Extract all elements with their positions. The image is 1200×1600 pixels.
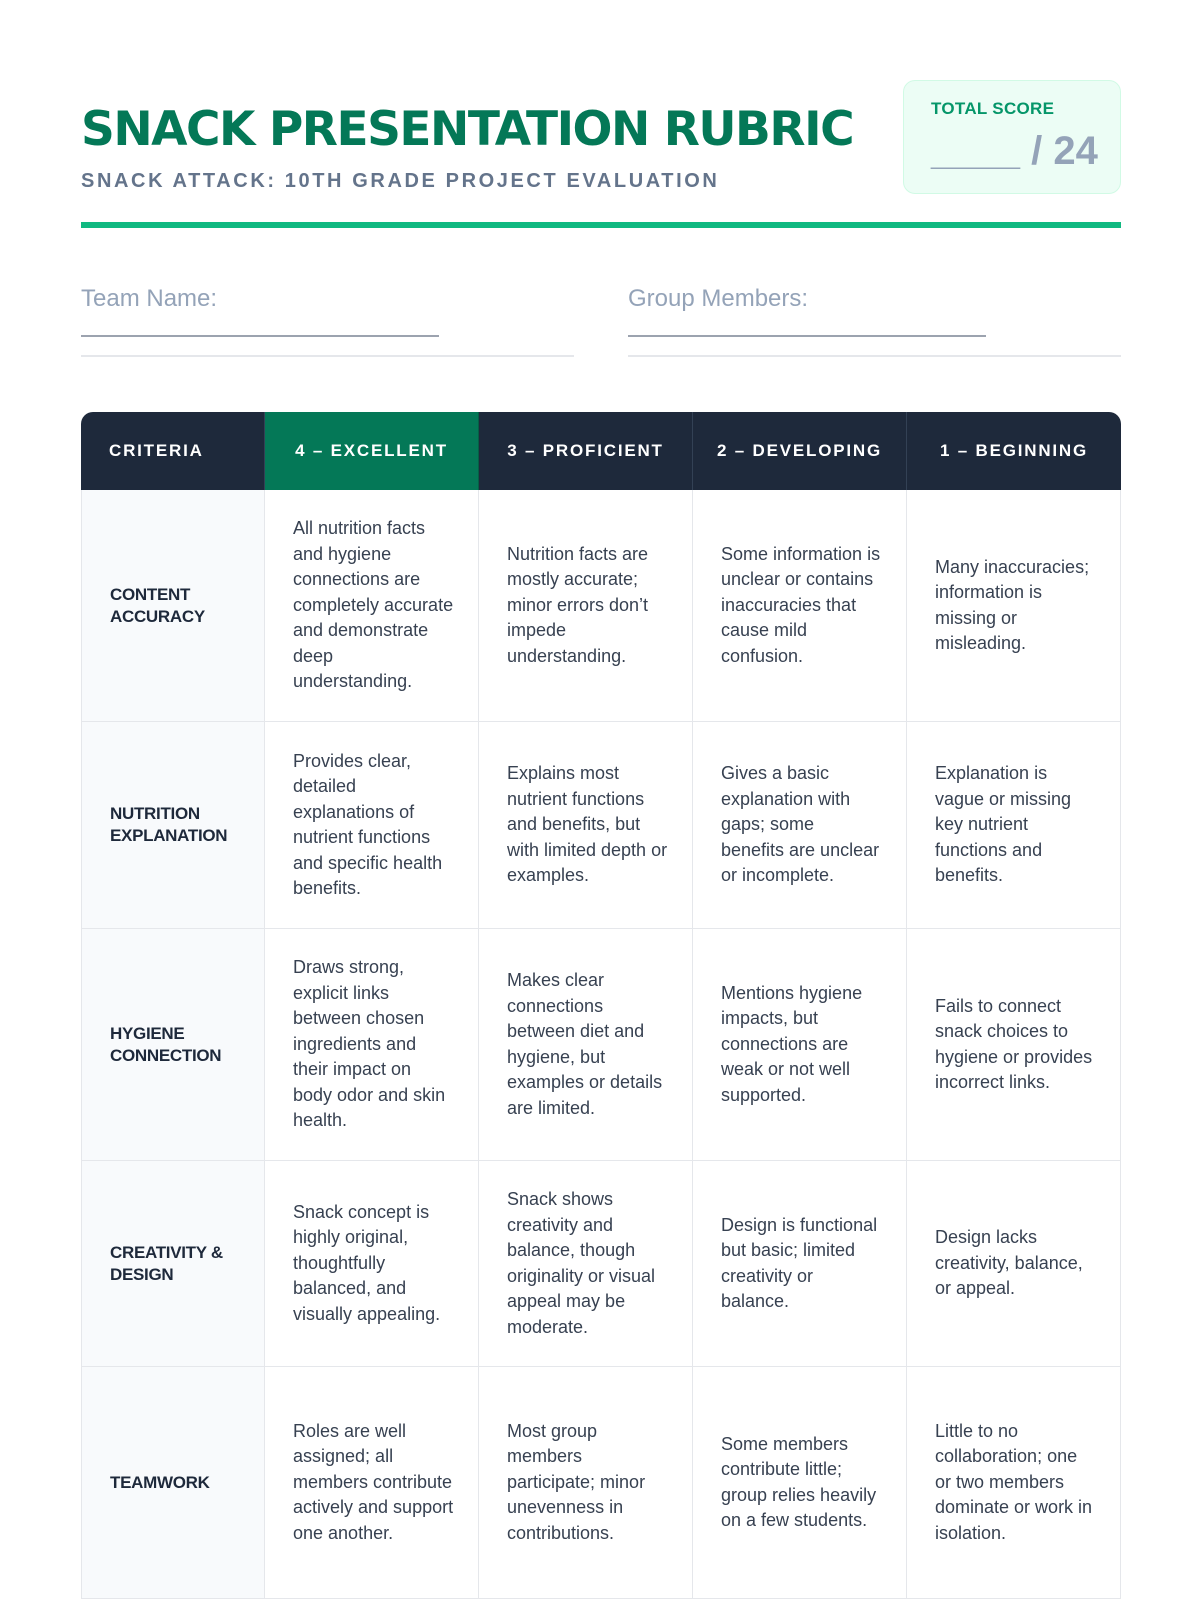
header-developing: 2 – DEVELOPING: [693, 412, 907, 490]
criteria-cell: NUTRITION EXPLANATION: [81, 722, 265, 928]
rubric-cell: Explanation is vague or missing key nutrient functions and benefits.: [907, 722, 1121, 928]
rubric-cell: Some members contribute little; group relies heavily on a few students.: [693, 1367, 907, 1598]
group-members-label: Group Members:: [628, 285, 809, 312]
total-score-box: [903, 80, 1121, 194]
table-row: [81, 929, 1121, 1161]
header-divider: [81, 222, 1121, 228]
page-title: SNACK PRESENTATION RUBRIC: [81, 102, 854, 157]
rubric-cell: Snack shows creativity and balance, though originality or visual appeal may be moderate.: [479, 1161, 693, 1366]
criteria-cell: HYGIENE CONNECTION: [81, 929, 265, 1160]
rubric-cell: Design lacks creativity, balance, or appeal.: [907, 1161, 1121, 1366]
group-members-blank[interactable]: [628, 335, 986, 337]
table-header-row: [81, 412, 1121, 490]
table-row: [81, 1367, 1121, 1599]
header-criteria: CRITERIA: [81, 412, 265, 490]
rubric-cell: Makes clear connections between diet and hygiene, but examples or details are limited.: [479, 929, 693, 1160]
rubric-cell: Draws strong, explicit links between chosen ingredients and their impact on body odor and skin health.: [265, 929, 479, 1160]
rubric-cell: Roles are well assigned; all members contribute actively and support one another.: [265, 1367, 479, 1598]
criteria-cell: CREATIVITY & DESIGN: [81, 1161, 265, 1366]
header-beginning: 1 – BEGINNING: [907, 412, 1121, 490]
rubric-cell: Design is functional but basic; limited creativity or balance.: [693, 1161, 907, 1366]
table-row: [81, 722, 1121, 929]
total-score-value[interactable]: ____ / 24: [931, 129, 1098, 173]
team-name-field[interactable]: [81, 285, 574, 357]
rubric-table: [81, 412, 1121, 1599]
rubric-cell: Gives a basic explanation with gaps; some benefits are unclear or incomplete.: [693, 722, 907, 928]
team-name-blank[interactable]: [81, 335, 439, 337]
group-members-field[interactable]: [628, 285, 1121, 357]
header-excellent: 4 – EXCELLENT: [265, 412, 479, 490]
header: [81, 80, 1121, 230]
total-score-label: TOTAL SCORE: [931, 99, 1055, 118]
rubric-cell: Nutrition facts are mostly accurate; minor errors don’t impede understanding.: [479, 490, 693, 721]
rubric-cell: Snack concept is highly original, thoughtfully balanced, and visually appealing.: [265, 1161, 479, 1366]
table-row: [81, 490, 1121, 722]
page-subtitle: SNACK ATTACK: 10TH GRADE PROJECT EVALUATION: [81, 170, 720, 192]
table-row: [81, 1161, 1121, 1367]
rubric-cell: Most group members participate; minor unevenness in contributions.: [479, 1367, 693, 1598]
rubric-cell: Many inaccuracies; information is missing or misleading.: [907, 490, 1121, 721]
rubric-cell: Provides clear, detailed explanations of nutrient functions and specific health benefits.: [265, 722, 479, 928]
header-proficient: 3 – PROFICIENT: [479, 412, 693, 490]
team-name-label: Team Name:: [81, 285, 218, 312]
rubric-cell: Little to no collaboration; one or two members dominate or work in isolation.: [907, 1367, 1121, 1598]
criteria-cell: CONTENT ACCURACY: [81, 490, 265, 721]
rubric-cell: All nutrition facts and hygiene connections are completely accurate and demonstrate deep understanding.: [265, 490, 479, 721]
rubric-cell: Mentions hygiene impacts, but connections are weak or not well supported.: [693, 929, 907, 1160]
rubric-cell: Fails to connect snack choices to hygiene or provides incorrect links.: [907, 929, 1121, 1160]
rubric-cell: Some information is unclear or contains inaccuracies that cause mild confusion.: [693, 490, 907, 721]
criteria-cell: TEAMWORK: [81, 1367, 265, 1598]
rubric-cell: Explains most nutrient functions and benefits, but with limited depth or examples.: [479, 722, 693, 928]
